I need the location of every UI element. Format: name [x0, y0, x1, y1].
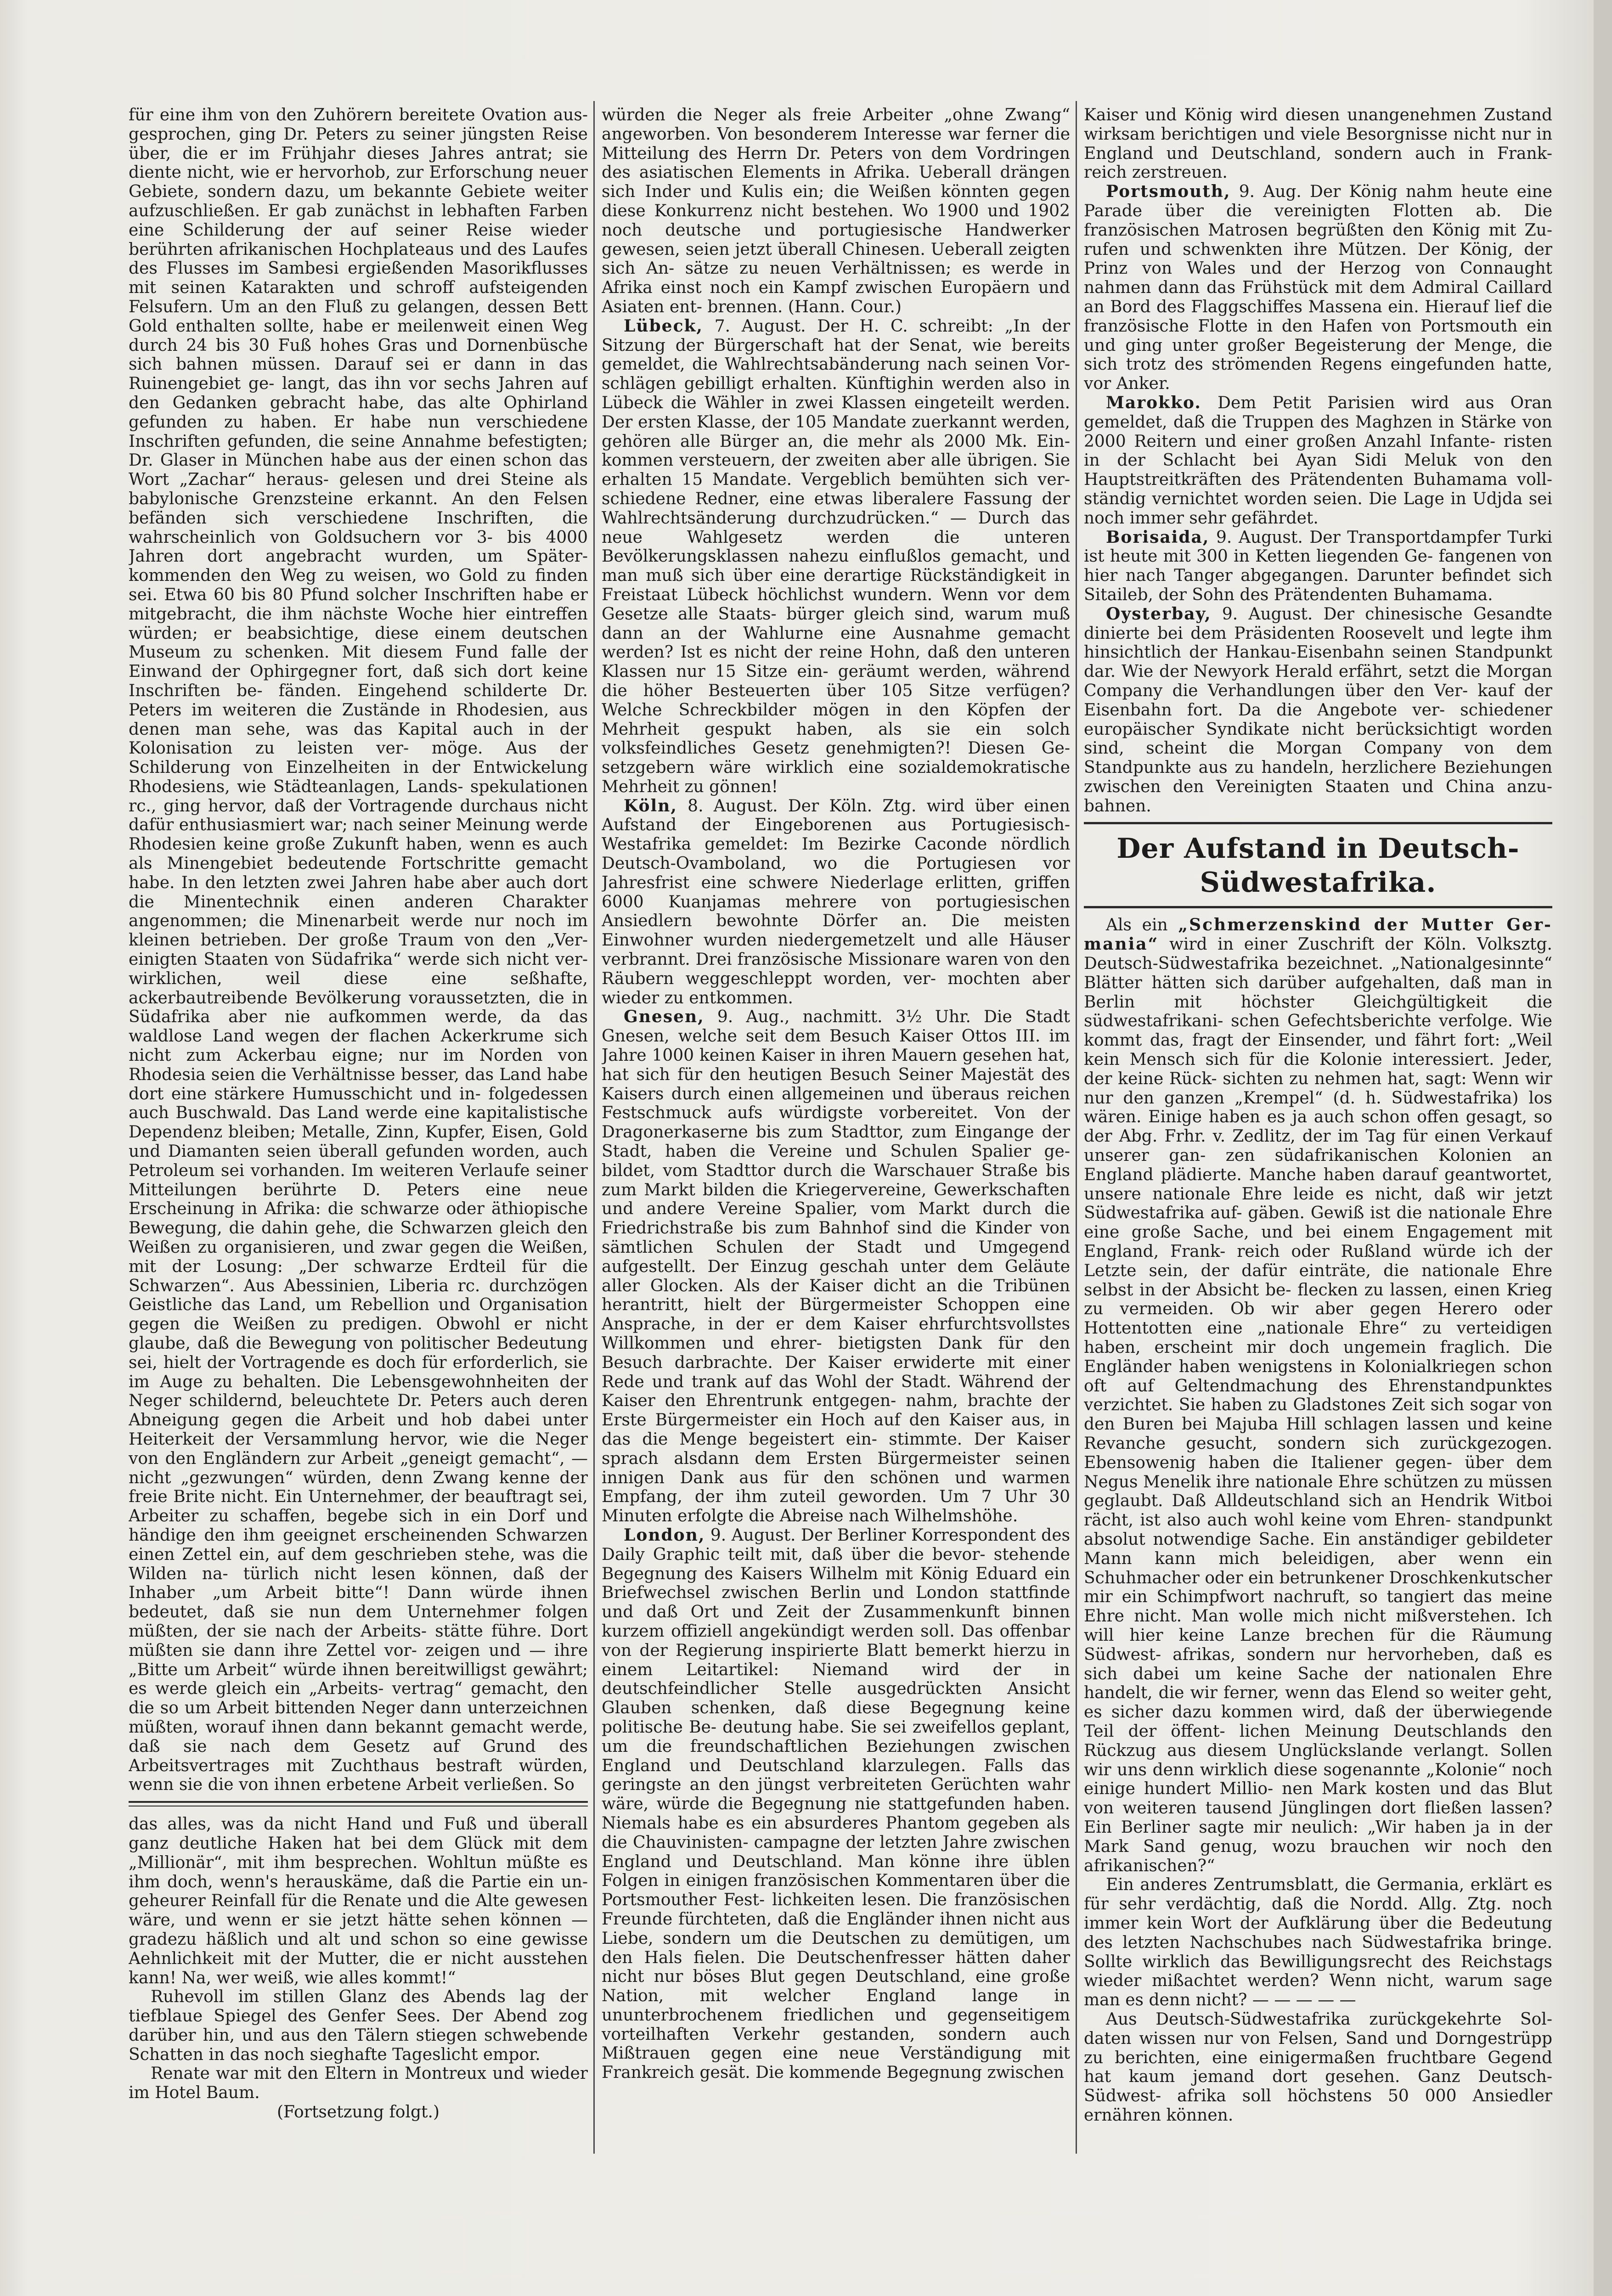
- news-item-gnesen: Gnesen, 9. Aug., nachmitt. 3½ Uhr. Die Stadt Gnesen, welche seit dem Besuch Kaiser Ottos III. im Jahre 1000 keinen Kaiser in ihren Mauern gesehen hat, hat sich für den heutigen Besuch Seiner Majestät des Kaisers durch einen allgemeinen und überaus reichen Festschmuck aufs würdigste vorbereitet. Von der Dragonerkaserne bis zum Stadttor, zum Eingange der Stadt, haben die Vereine und Schulen Spalier ge- bildet, vom Stadttor durch die Warschauer Straße bis zum Markt bilden die Kriegervereine, Gewerkschaften und andere Vereine Spalier, vom Markt durch die Friedrichstraße bis zum Bahnhof sind die Kinder von sämtlichen Schulen der Stadt und Umgegend aufgestellt. Der Einzug geschah unter dem Geläute aller Glocken. Als der Kaiser dicht an die Tribünen herantritt, hielt der Bürgermeister Schoppen eine Ansprache, in der er dem Kaiser ehrfurchtsvollstes Willkommen und ehrer- bietigsten Dank für den Besuch darbrachte. Der Kaiser erwiderte mit einer Rede und trank auf das Wohl der Stadt. Während der Kaiser den Ehrentrunk entgegen- nahm, brachte der Erste Bürgermeister ein Hoch auf den Kaiser aus, in das die Menge begeistert ein- stimmte. Der Kaiser sprach alsdann dem Ersten Bürgermeister seinen innigen Dank aus für den schönen und warmen Empfang, der ihm zuteil geworden. Um 7 Uhr 30 Minuten erfolgte die Abreise nach Wilhelmshöhe.: [602, 1007, 1070, 1526]
- dateline: Köln,: [624, 796, 677, 816]
- dateline: Lübeck,: [624, 316, 703, 336]
- article-paragraph: Aus Deutsch-Südwestafrika zurückgekehrte Sol- daten wissen nur von Felsen, Sand und Dorngestrüpp zu berichten, eine einigermaßen fruchtbare Gegend hat kaum jemand dort gesehen. Ganz Deutsch-Südwest- afrika soll höchstens 50 000 Ansiedler ernähren können.: [1084, 2009, 1552, 2125]
- news-item-luebeck: Lübeck, 7. August. Der H. C. schreibt: „In der Sitzung der Bürgerschaft hat der Senat, wie bereits gemeldet, die Wahlrechtsabänderung nach seinen Vor- schlägen gebilligt erhalten. Künftighin werden also in Lübeck die Wähler in zwei Klassen eingeteilt werden. Der ersten Klasse, der 105 Mandate zuerkannt werden, gehören alle Bürger an, die mehr als 2000 Mk. Ein- kommen versteuern, der zweiten aber alle übrigen. Sie erhalten 15 Mandate. Vergeblich bemühten sich ver- schiedene Redner, eine etwas liberalere Fassung der Wahlrechtsänderung durchzudrücken.“ — Durch das neue Wahlgesetz werden die unteren Bevölkerungsklassen nahezu einflußlos gemacht, und man muß sich über eine derartige Rückständigkeit in Freistaat Lübeck höchlichst wundern. Wenn vor dem Gesetze alle Staats- bürger gleich sind, warum muß dann an der Wahlurne eine Ausnahme gemacht werden? Ist es nicht der reine Hohn, daß den unteren Klassen nur 15 Sitze ein- geräumt werden, während die höher Besteuerten über 105 Sitze verfügen? Welche Schreckbilder mögen in den Köpfen der Mehrheit gespukt haben, als sie ein solch volksfeindliches Gesetz genehmigten?! Diesen Ge- setzgebern wäre wirklich eine sozialdemokratische Mehrheit zu gönnen!: [602, 316, 1070, 796]
- column-3: [1084, 106, 1552, 2163]
- feuilleton-paragraph: Ruhevoll im stillen Glanz des Abends lag der tiefblaue Spiegel des Genfer Sees. Der Abend zog darüber hin, und aus den Tälern stiegen schwebende Schatten in das noch sieghafte Tageslicht empor.: [129, 1987, 588, 2064]
- news-item-marokko: Marokko. Dem Petit Parisien wird aus Oran gemeldet, daß die Truppen des Maghzen in Stärke von 2000 Reitern und einer großen Anzahl Infante- risten in der Schlacht bei Ayan Sidi Meluk von den Hauptstreitkräften des Prätendenten Buhamama voll- ständig vernichtet worden seien. Die Lage in Udjda sei noch immer sehr gefährdet.: [1084, 393, 1552, 528]
- column-2: [602, 106, 1070, 2163]
- section-divider: [1084, 906, 1552, 908]
- feuilleton-paragraph: Renate war mit den Eltern in Montreux und wieder im Hotel Baum.: [129, 2064, 588, 2103]
- news-item-koeln: Köln, 8. August. Der Köln. Ztg. wird über einen Aufstand der Eingeborenen aus Portugiesisch-Westafrika gemeldet: Im Bezirke Caconde nördlich Deutsch-Ovamboland, wo die Portugiesen vor Jahresfrist eine schwere Niederlage erlitten, griffen 6000 Kuanjamas mehrere von portugiesischen Ansiedlern bewohnte Dörfer an. Die meisten Einwohner wurden niedergemetzelt und alle Häuser verbrannt. Drei französische Missionare waren von den Räubern weggeschleppt worden, ver- mochten aber wieder zu entkommen.: [602, 796, 1070, 1007]
- news-item-oysterbay: Oysterbay, 9. August. Der chinesische Gesandte dinierte bei dem Präsidenten Roosevelt und legte ihm hinsichtlich der Hankau-Eisenbahn seinen Standpunkt dar. Wie der Newyork Herald erfährt, setzt die Morgan Company die Verhandlungen über den Ver- kauf der Eisenbahn fort. Da die Angebote ver- schiedener europäischer Syndikate nicht berücksichtigt worden sind, scheint die Morgan Company von dem Standpunkte aus zu handeln, herzlichere Beziehungen zwischen den Vereinigten Staaten und China anzu- bahnen.: [1084, 604, 1552, 816]
- column-1: [129, 106, 588, 2163]
- column-rule-right: [1076, 101, 1077, 2154]
- article-paragraph: Als ein „Schmerzenskind der Mutter Ger- mania“ wird in einer Zuschrift der Köln. Volksztg. Deutsch-Südwestafrika bezeichnet. „Nationalgesinnte“ Blätter hätten sich darüber aufgehalten, daß man in Berlin mit höchster Gleichgültigkeit die südwestafrikani- schen Gefechtsberichte verfolge. Wie kommt das, fragt der Einsender, und fährt fort: „Weil kein Mensch sich für die Kolonie interessiert. Jeder, der keine Rück- sichten zu nehmen hat, sagt: Wenn wir nur den ganzen „Krempel“ (d. h. Südwestafrika) los wären. Einige haben es ja auch schon offen gesagt, so der Abg. Frhr. v. Zedlitz, der im Tag für einen Verkauf unserer gan- zen südafrikanischen Kolonien an England plädierte. Manche haben darauf geantwortet, unsere nationale Ehre leide es nicht, daß wir jetzt Südwestafrika auf- gäben. Gewiß ist die nationale Ehre eine große Sache, und bei einem Engagement mit England, Frank- reich oder Rußland würde ich der Letzte sein, der dafür einträte, die nationale Ehre selbst in der Absicht be- flecken zu lassen, einen Krieg zu vermeiden. Ob wir aber gegen Herero oder Hottentotten eine „nationale Ehre“ zu verteidigen haben, erscheint mir doch ungemein fraglich. Die Engländer haben wenigstens in Kolonialkriegen schon oft auf Geltendmachung des Ehrenstandpunktes verzichtet. Sie haben zu Gladstones Zeit sich sogar von den Buren bei Majuba Hill schlagen lassen und keine Revanche gesucht, sondern sich zurückgezogen. Ebensowenig haben die Italiener gegen- über dem Negus Menelik ihre nationale Ehre schützen zu müssen geglaubt. Daß Alldeutschland sich an Hendrik Witboi rächt, ist also auch wohl keine vom Ehren- standpunkt absolut notwendige Sache. Ein anständiger gebildeter Mann kann mich beleidigen, aber wenn ein Schuhmacher oder ein betrunkener Droschkenkutscher mir ein Schimpfwort nachruft, so tangiert das meine Ehre nicht. Man wolle mich nicht mißverstehen. Ich will hier keine Lanze brechen für die Räumung Südwest- afrikas, sondern nur hervorheben, daß es sich dabei um keine Sache der nationalen Ehre handelt, die wir ferner, wenn das Elend so weiter geht, es sicher dazu kommen wird, daß der überwiegende Teil der öffent- lichen Meinung Deutschlands den Rückzug aus diesem Unglückslande verlangt. Sollen wir uns denn wirklich diese sogenannte „Kolonie“ noch einige hundert Millio- nen Mark kosten und das Blut von weiteren tausend Jünglingen dort fließen lassen? Ein Berliner sagte mir neulich: „Wir haben ja in der Mark Sand genug, wozu brauchen wir noch den afrikanischen?“: [1084, 915, 1552, 1875]
- column-rule-left: [593, 101, 595, 2154]
- news-item-portsmouth: Portsmouth, 9. Aug. Der König nahm heute eine Parade über die vereinigten Flotten ab. Die französischen Matrosen begrüßten den König mit Zu- rufen und schwenkten ihre Mützen. Der König, der Prinz von Wales und der Herzog von Connaught nahmen dann das Frühstück mit dem Admiral Caillard an Bord des Flaggschiffes Massena ein. Hierauf lief die französische Flotte in den Hafen von Portsmouth ein und ging unter großer Begeisterung der Menge, die sich trotz des strömenden Regens eingefunden hatte, vor Anker.: [1084, 182, 1552, 394]
- feuilleton-divider: [129, 1801, 588, 1806]
- dateline: Marokko.: [1106, 393, 1201, 412]
- news-item: würden die Neger als freie Arbeiter „ohne Zwang“ angeworben. Von besonderem Interesse war ferner die Mitteilung des Herrn Dr. Peters von dem Vordringen des asiatischen Elements in Afrika. Ueberall drängen sich Inder und Kulis ein; die Weißen könnten gegen diese Konkurrenz nicht bestehen. Wo 1900 und 1902 noch deutsche und portugiesische Handwerker gewesen, seien jetzt überall Chinesen. Ueberall zeigten sich An- sätze zu neuen Verhältnissen; es werde in Afrika einst noch ein Kampf zwischen Europäern und Asiaten ent- brennen. (Hann. Cour.): [602, 106, 1070, 316]
- continuation-note: (Fortsetzung folgt.): [277, 2103, 440, 2122]
- dateline: Borisaida,: [1106, 527, 1210, 547]
- section-headline: Der Aufstand in Deutsch-Südwestafrika.: [1116, 833, 1520, 899]
- feuilleton-paragraph: das alles, was da nicht Hand und Fuß und überall ganz deutliche Haken hat bei dem Glück mit dem „Millionär“, mit ihm besprechen. Wohltun müßte es ihm doch, wenn's herauskäme, daß die Partie ein un- geheurer Reinfall für die Renate und die Alte gewesen wäre, und wenn er sie jetzt hätte sehen können — gradezu häßlich und alt und schon so eine gewisse Aehnlichkeit mit der Mutter, die er nicht ausstehen kann! Na, wer weiß, wie alles kommt!“: [129, 1815, 588, 1987]
- news-item-borisaida: Borisaida, 9. August. Der Transportdampfer Turki ist heute mit 300 in Ketten liegenden Ge- fangenen von hier nach Tanger abgegangen. Darunter befindet sich Sitaileb, der Sohn des Prätendenten Buhamama.: [1084, 527, 1552, 604]
- dateline: Oysterbay,: [1106, 604, 1212, 624]
- dateline: Portsmouth,: [1106, 182, 1231, 202]
- dateline: Gnesen,: [624, 1007, 705, 1027]
- section-divider: [1084, 822, 1552, 824]
- dateline: London,: [624, 1525, 705, 1545]
- news-item-london: London, 9. August. Der Berliner Korrespondent des Daily Graphic teilt mit, daß über die bevor- stehende Begegnung des Kaisers Wilhelm mit König Eduard ein Briefwechsel zwischen Berlin und London stattfinde und daß Ort und Zeit der Zusammenkunft binnen kurzem offiziell angekündigt werden soll. Das offenbar von der Regierung inspirierte Blatt bemerkt hierzu in einem Leitartikel: Niemand wird der in deutschfeindlicher Stelle ausgedrückten Ansicht Glauben schenken, daß diese Begegnung keine politische Be- deutung habe. Sie sei zweifellos geplant, um die freundschaftlichen Beziehungen zwischen England und Deutschland klarzulegen. Falls das geringste an den jüngst verbreiteten Gerüchten wahr wäre, würde die Begegnung nie stattgefunden haben. Niemals habe es ein absurderes Phantom gegeben als die Chauvinisten- campagne der letzten Jahre zwischen England und Deutschland. Man könne ihre üblen Folgen in einigen französischen Kommentaren über die Portsmouther Fest- lichkeiten lesen. Die französischen Freunde fürchteten, daß die Engländer ihnen nicht aus Liebe, sondern um die Deutschen zu demütigen, um den Hals fielen. Die Deutschenfresser hätten daher nicht nur böses Blut gegen Deutschland, eine große Nation, mit welcher England lange in ununterbrochenem friedlichen und gegenseitigem vorteilhaften Verkehr gestanden, sondern auch Mißtrauen gegen eine neue Verständigung mit Frankreich gesät. Die kommende Begegnung zwischen: [602, 1525, 1070, 2082]
- article-paragraph: Ein anderes Zentrumsblatt, die Germania, erklärt es für sehr verdächtig, daß die Nordd. Allg. Ztg. noch immer kein Wort der Aufklärung über die Bedeutung des letzten Nachschubes nach Südwestafrika bringe. Sollte wirklich das Bewilligungsrecht des Reichstags wieder mißachtet werden? Wenn nicht, warum sage man es denn nicht? — — — — —: [1084, 1875, 1552, 2010]
- page-edge: [1594, 0, 1612, 2296]
- article-peters-lecture: für eine ihm von den Zuhörern bereitete Ovation aus- gesprochen, ging Dr. Peters zu seiner jüngsten Reise über, die er im Frühjahr dieses Jahres antrat; sie diente nicht, wie er hervorhob, zur Erforschung neuer Gebiete, sondern dazu, um bekannte Gebiete weiter aufzuschließen. Er gab zunächst in lebhaften Farben eine Schilderung der auf seiner Reise wieder berührten afrikanischen Hochplateaus und des Laufes des Flusses im Sambesi ergießenden Masorikflusses mit seinen Katarakten und schroff aufsteigenden Felsufern. Um an den Fluß zu gelangen, dessen Bett Gold enthalten sollte, habe er meilenweit einen Weg durch 24 bis 30 Fuß hohes Gras und Dornenbüsche sich bahnen müssen. Darauf sei er dann in das Ruinengebiet ge- langt, das ihn vor sechs Jahren auf den Gedanken gebracht habe, das alte Ophirland gefunden zu haben. Er habe nun verschiedene Inschriften gefunden, die seine Annahme befestigten; Dr. Glaser in München habe aus der einen schon das Wort „Zachar“ heraus- gelesen und drei Steine als babylonische Grenzsteine erkannt. An den Felsen befänden sich verschiedene Inschriften, die wahrscheinlich von Goldsuchern vor 3- bis 4000 Jahren dort angebracht wurden, um Später- kommenden den Weg zu weisen, wo Gold zu finden sei. Etwa 60 bis 80 Pfund solcher Inschriften habe er mitgebracht, die ihm nächste Woche hier eintreffen würden; er beabsichtige, diese einem deutschen Museum zu schenken. Mit diesem Fund falle der Einwand der Ophirgegner fort, daß sich dort keine Inschriften be- fänden. Eingehend schilderte Dr. Peters im weiteren die Zustände in Rhodesien, aus denen man sehe, was das Kapital auch in der Kolonisation zu leisten ver- möge. Aus der Schilderung von Einzelheiten in der Entwickelung Rhodesiens, wie Städteanlagen, Lands- spekulationen rc., ging hervor, daß der Vortragende durchaus nicht dafür enthusiasmiert war; nach seiner Meinung werde Rhodesien keine große Zukunft haben, wenn es auch als Minengebiet bedeutende Fortschritte gemacht habe. In den letzten zwei Jahren habe aber auch dort die Minentechnik einen anderen Charakter angenommen; die Minenarbeit werde nur noch im kleinen betrieben. Der große Traum von den „Ver- einigten Staaten von Südafrika“ werde sich nicht ver- wirklichen, weil diese eine seßhafte, ackerbautreibende Bevölkerung voraussetzten, die in Südafrika aber nie aufkommen werde, da das waldlose Land wegen der flachen Ackerkrume sich nicht zum Ackerbau eigne; nur im Norden von Rhodesia seien die Verhältnisse besser, das Land habe dort eine stärkere Humusschicht und in- folgedessen auch Buschwald. Das Land werde eine kapitalistische Dependenz bleiben; Metalle, Zinn, Kupfer, Eisen, Gold und Diamanten seien überall gefunden worden, auch Petroleum sei vorhanden. Im weiteren Verlaufe seiner Mitteilungen berührte D. Peters eine neue Erscheinung in Afrika: die schwarze oder äthiopische Bewegung, die dahin gehe, die Schwarzen gleich den Weißen zu organisieren, und zwar gegen die Weißen, mit der Losung: „Der schwarze Erdteil für die Schwarzen“. Aus Abessinien, Liberia rc. durchzögen Geistliche das Land, um Rebellion und Organisation gegen die Weißen zu predigen. Obwohl er nicht glaube, daß die Bewegung von politischer Bedeutung sei, hielt der Vortragende es doch für erforderlich, sie im Auge zu behalten. Die Lebensgewohnheiten der Neger schildernd, beleuchtete Dr. Peters auch deren Abneigung gegen die Arbeit und hob dabei unter Heiterkeit der Versammlung hervor, wie die Neger von den Engländern zur Arbeit „geneigt gemacht“, — nicht „gezwungen“ würden, denn Zwang kenne der freie Brite nicht. Ein Unternehmer, der beauftragt sei, Arbeiter zu schaffen, begebe sich in ein Dorf und händige den ihm geeignet erscheinenden Schwarzen einen Zettel ein, auf dem geschrieben stehe, was die Wilden na- türlich nicht lesen können, daß der Inhaber „um Arbeit bitte“! Dann würde ihnen bedeutet, daß sie nun dem Unternehmer folgen müßten, der sie nach der Arbeits- stätte führe. Dort müßten sie dann ihre Zettel vor- zeigen und — ihre „Bitte um Arbeit“ würde ihnen bereitwilligst gewährt; es werde gleich ein „Arbeits- vertrag“ gemacht, den die so um Arbeit bittenden Neger dann unterzeichnen müßten, worauf ihnen dann bekannt gemacht werde, daß sie nach dem Gesetz auf Grund des Arbeitsvertrages mit Zuchthaus bestraft würden, wenn sie die von ihnen erbetene Arbeit verließen. So: [129, 106, 588, 1795]
- news-item: Kaiser und König wird diesen unangenehmen Zustand wirksam berichtigen und viele Besorgnisse nicht nur in England und Deutschland, sondern auch in Frank- reich zerstreuen.: [1084, 106, 1552, 182]
